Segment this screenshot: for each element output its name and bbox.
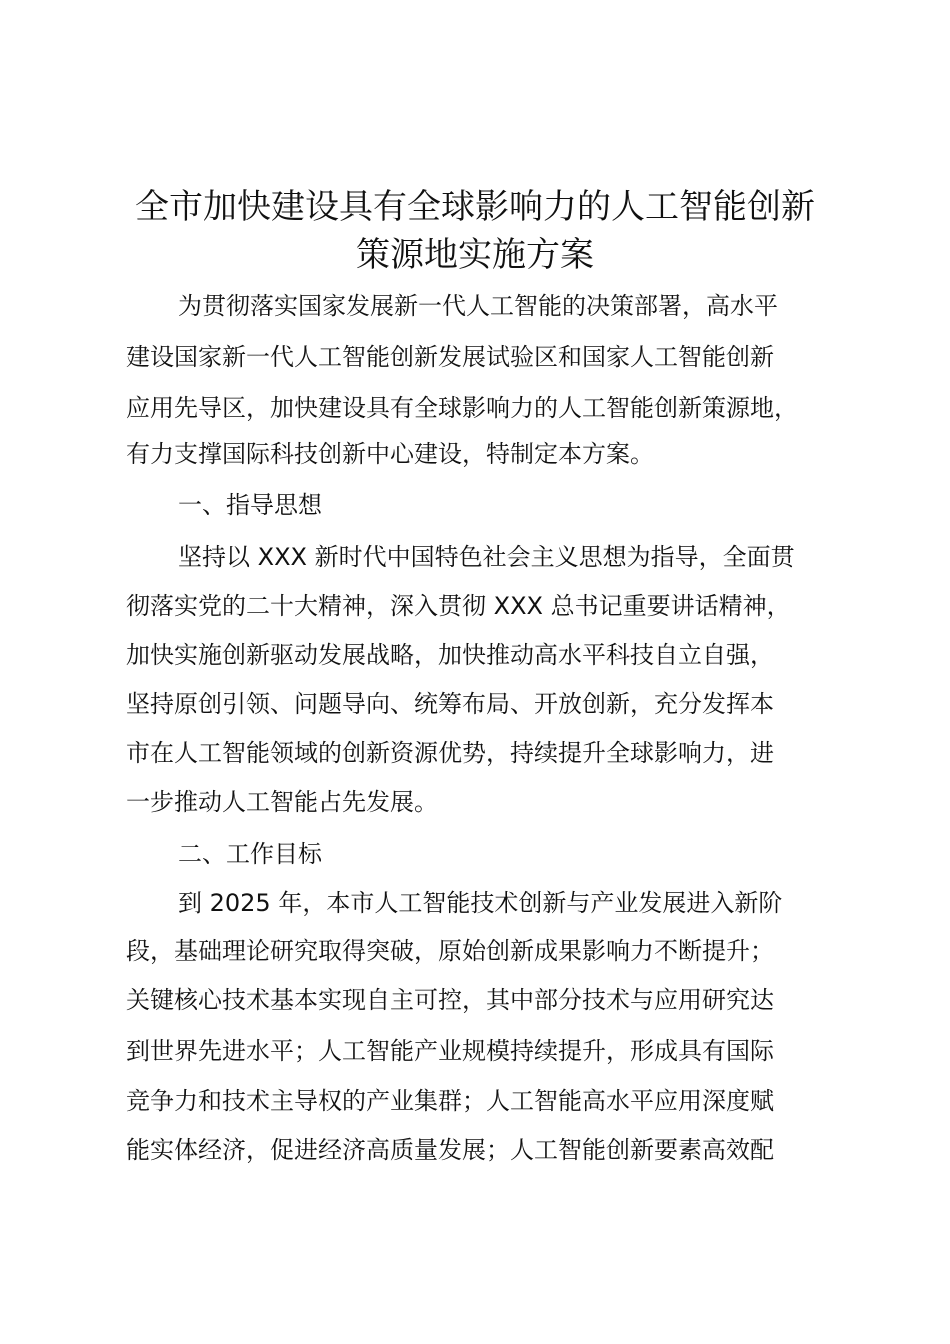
- section2-line-2: 段，基础理论研究取得突破，原始创新成果影响力不断提升；: [126, 937, 774, 965]
- section2-line-6: 能实体经济，促进经济高质量发展；人工智能创新要素高效配: [126, 1136, 774, 1164]
- section1-line-3: 加快实施创新驱动发展战略，加快推动高水平科技自立自强，: [126, 641, 774, 669]
- intro-line-2: 建设国家新一代人工智能创新发展试验区和国家人工智能创新: [126, 343, 774, 371]
- section2-line-5: 竞争力和技术主导权的产业集群；人工智能高水平应用深度赋: [126, 1087, 774, 1115]
- section-heading-work-goals: 二、工作目标: [178, 840, 322, 868]
- section1-line-4: 坚持原创引领、问题导向、统筹布局、开放创新，充分发挥本: [126, 690, 774, 718]
- intro-line-4: 有力支撑国际科技创新中心建设，特制定本方案。: [126, 440, 654, 468]
- section2-line-3: 关键核心技术基本实现自主可控，其中部分技术与应用研究达: [126, 986, 774, 1014]
- document-title-line-2: 策源地实施方案: [356, 235, 594, 275]
- intro-line-1: 为贯彻落实国家发展新一代人工智能的决策部署，高水平: [178, 292, 778, 320]
- document-title-line-1: 全市加快建设具有全球影响力的人工智能创新: [135, 187, 815, 227]
- section1-line-2: 彻落实党的二十大精神，深入贯彻 XXX 总书记重要讲话精神，: [126, 592, 791, 620]
- section1-line-1: 坚持以 XXX 新时代中国特色社会主义思想为指导，全面贯: [178, 543, 795, 571]
- section1-line-6: 一步推动人工智能占先发展。: [126, 788, 438, 816]
- section1-line-5: 市在人工智能领域的创新资源优势，持续提升全球影响力，进: [126, 739, 774, 767]
- intro-line-3: 应用先导区，加快建设具有全球影响力的人工智能创新策源地，: [126, 394, 798, 422]
- section2-line-4: 到世界先进水平；人工智能产业规模持续提升，形成具有国际: [126, 1037, 774, 1065]
- section2-line-1: 到 2025 年，本市人工智能技术创新与产业发展进入新阶: [178, 889, 783, 917]
- section-heading-guiding-thought: 一、指导思想: [178, 491, 322, 519]
